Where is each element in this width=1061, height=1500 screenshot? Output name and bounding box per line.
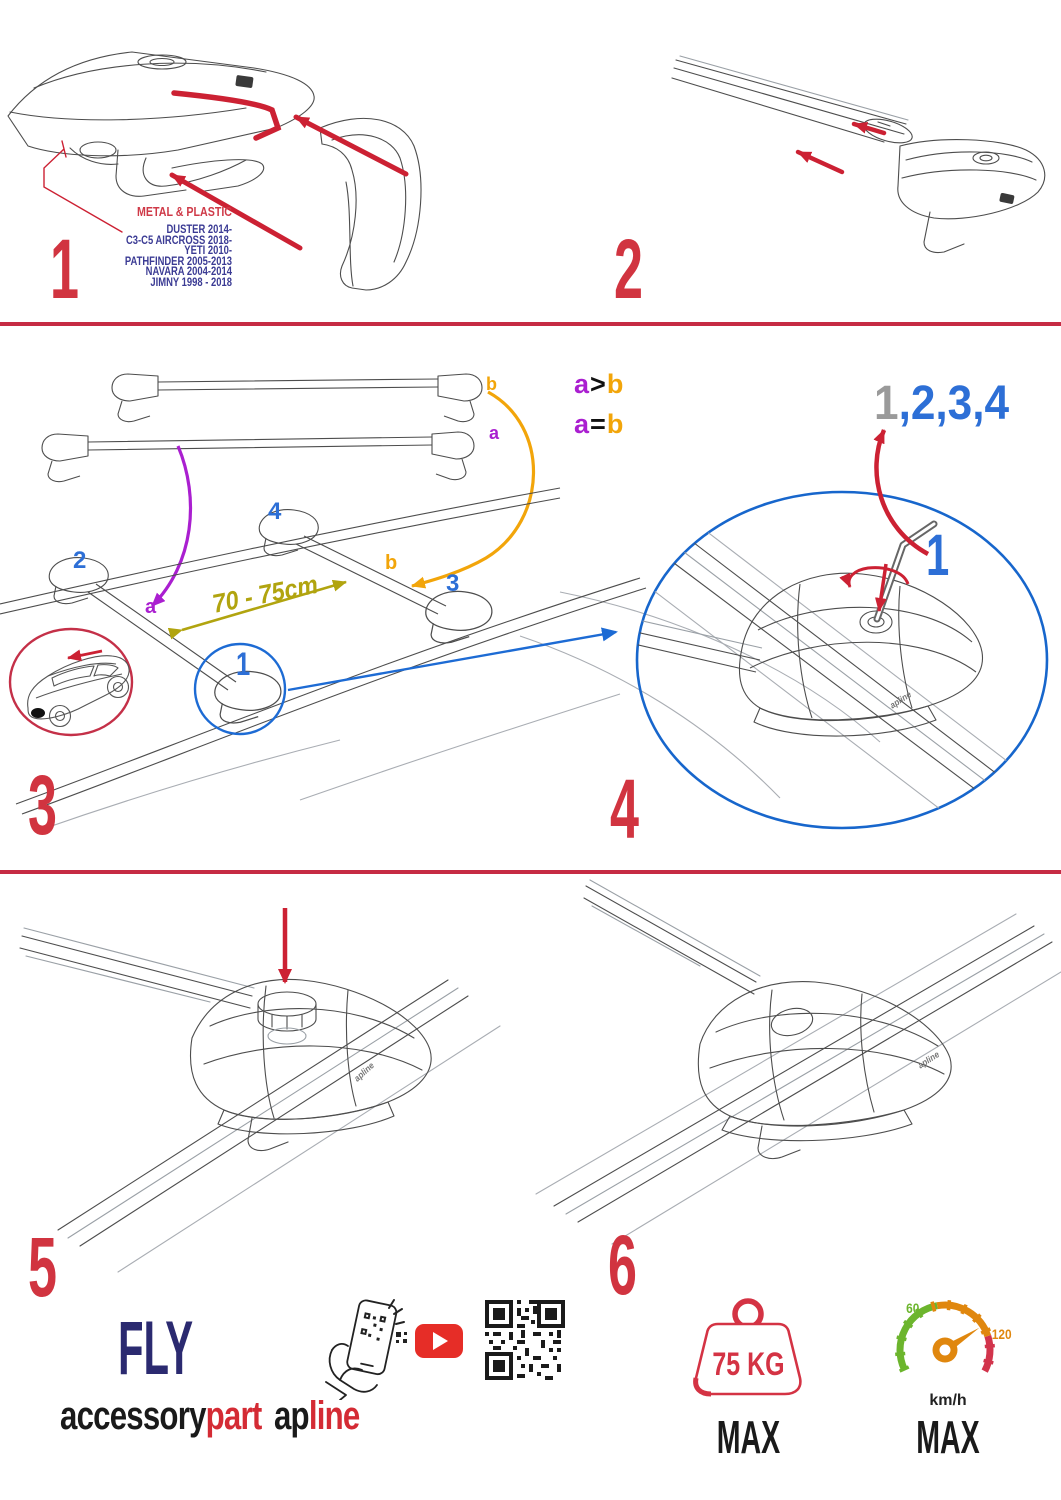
brand-wordmark bbox=[60, 1396, 359, 1436]
brand-part-red: part bbox=[205, 1394, 262, 1438]
model-entry: PATHFINDER 2005-2013 bbox=[124, 255, 232, 268]
brand-part-red: line bbox=[308, 1394, 360, 1438]
speed-limit-icon bbox=[880, 1290, 1016, 1400]
pointer-curve-a bbox=[152, 446, 191, 606]
apline-foot-logo: apline bbox=[888, 689, 914, 711]
phone-qr-scan-icon bbox=[318, 1296, 410, 1400]
tighten-sequence-label bbox=[874, 376, 1009, 431]
speed-low-label: 60 bbox=[906, 1300, 920, 1316]
section-top bbox=[0, 0, 1061, 323]
finished-foot-drawing bbox=[536, 880, 1061, 1244]
model-entry: NAVARA 2004-2014 bbox=[145, 266, 232, 278]
apline-badge bbox=[999, 193, 1015, 205]
speed-unit-label: km/h bbox=[929, 1392, 967, 1409]
roof-label-a: a bbox=[145, 596, 157, 618]
step-number-5: 5 bbox=[28, 1220, 57, 1314]
magnified-foot-drawing bbox=[624, 508, 1058, 864]
apline-foot-logo: apline bbox=[352, 1060, 377, 1084]
step-number-4: 4 bbox=[610, 762, 639, 856]
roof-scene-drawing bbox=[0, 488, 880, 830]
bar-label-a: a bbox=[489, 423, 500, 443]
formula-a-eq-b bbox=[574, 409, 624, 440]
apline-badge bbox=[235, 75, 253, 88]
step-number-6: 6 bbox=[608, 1218, 637, 1312]
foot-label-4: 4 bbox=[268, 498, 282, 525]
youtube-play-icon bbox=[415, 1324, 463, 1358]
foot-label-3: 3 bbox=[446, 570, 460, 597]
rotate-arrow bbox=[849, 568, 908, 587]
step-number-3: 3 bbox=[28, 758, 57, 852]
vehicle-model-list bbox=[84, 225, 232, 288]
formula-a-gt-b bbox=[574, 369, 624, 400]
model-entry: C3-C5 AIRCROSS 2018- bbox=[125, 234, 232, 247]
foot-label-2: 2 bbox=[73, 547, 87, 574]
formula-lhs: a bbox=[574, 409, 591, 439]
bar-label-b: b bbox=[486, 374, 497, 394]
formula-op: > bbox=[590, 369, 607, 399]
step-number-1: 1 bbox=[50, 222, 79, 316]
model-entry: DUSTER 2014- bbox=[166, 224, 232, 236]
product-name: FLY bbox=[118, 1306, 194, 1391]
max-weight-value: 75 KG bbox=[712, 1346, 785, 1382]
sequence-rest: ,2,3,4 bbox=[898, 377, 1010, 430]
car-direction-inset bbox=[10, 629, 132, 735]
brand-part-black: ap bbox=[273, 1394, 309, 1438]
step-number-2: 2 bbox=[614, 222, 643, 316]
foot-label-1: 1 bbox=[236, 646, 251, 682]
model-entry: YETI 2010- bbox=[184, 245, 232, 257]
max-speed-label: MAX bbox=[916, 1411, 980, 1463]
magnifier-circle bbox=[637, 492, 1047, 828]
material-label: METAL & PLASTIC bbox=[137, 204, 232, 219]
model-entry: JIMNY 1998 - 2018 bbox=[150, 276, 232, 289]
section-bottom bbox=[0, 876, 1061, 1500]
cap-install-drawing bbox=[20, 928, 500, 1272]
formula-lhs: a bbox=[574, 369, 591, 399]
pointer-curve-b bbox=[412, 392, 534, 586]
section-middle bbox=[0, 330, 1061, 875]
apline-foot-logo: apline bbox=[916, 1049, 942, 1071]
formula-rhs: b bbox=[606, 369, 625, 399]
brand-part-black: accessory bbox=[60, 1394, 206, 1438]
bar-foot-assembly-drawing bbox=[672, 56, 1045, 253]
formula-rhs: b bbox=[606, 409, 625, 439]
qr-code bbox=[485, 1300, 565, 1380]
sequence-lead: 1 bbox=[874, 377, 899, 430]
step2-arrows bbox=[798, 124, 884, 172]
section-divider bbox=[0, 870, 1061, 874]
distance-label: 70 - 75cm bbox=[209, 568, 321, 619]
callout-label-1: 1 bbox=[926, 523, 950, 588]
play-triangle bbox=[433, 1332, 448, 1350]
speed-high-label: 120 bbox=[991, 1326, 1012, 1342]
max-weight-label: MAX bbox=[716, 1411, 781, 1463]
formula-op: = bbox=[590, 409, 607, 439]
roof-label-b: b bbox=[385, 552, 398, 574]
section-divider bbox=[0, 322, 1061, 326]
loose-crossbars-drawing bbox=[42, 374, 482, 482]
